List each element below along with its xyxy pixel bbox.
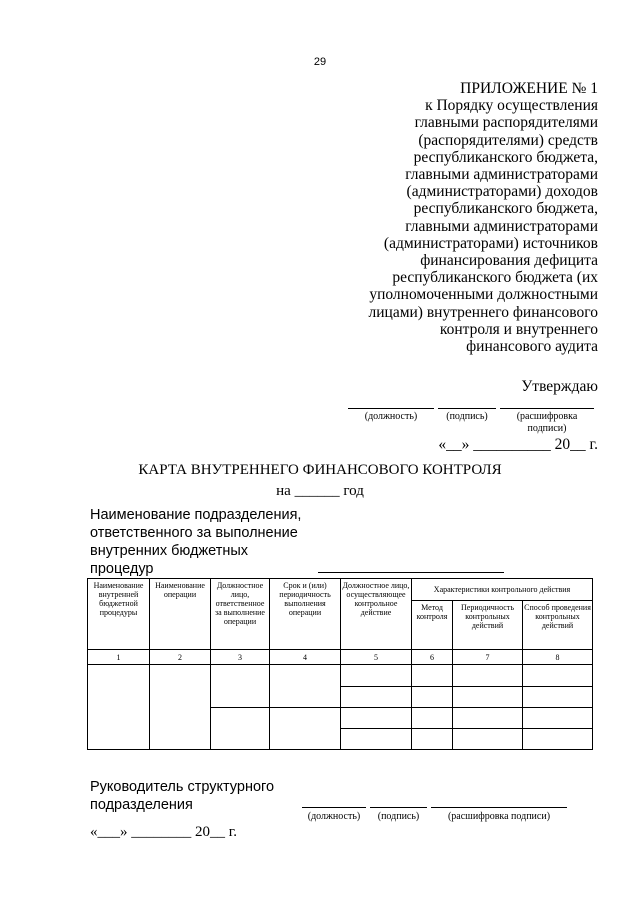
appendix-line: контроля и внутреннего: [439, 320, 598, 338]
table-cell: [211, 708, 270, 750]
col-header-method: Метод контроля: [412, 601, 453, 650]
approval-position-caption: (должность): [364, 411, 418, 422]
col-header-characteristics: Характеристики контрольного действия: [412, 579, 593, 601]
table-cell: [270, 665, 341, 708]
table-cell: [412, 665, 453, 687]
approval-decoding-caption: [500, 411, 594, 435]
manager-signature-line: [370, 806, 427, 808]
manager-date: «___» ________ 20__ г.: [90, 824, 237, 840]
approve-label: Утверждаю: [521, 378, 598, 395]
table-cell: [453, 687, 523, 708]
col-header-periodicity: Периодичность контрольных действий: [453, 601, 523, 650]
appendix-header: [369, 80, 599, 355]
appendix-line: республиканского бюджета (их: [392, 269, 598, 287]
manager-position-line: [302, 806, 366, 808]
col-number: 2: [150, 650, 211, 665]
table-cell: [341, 687, 412, 708]
table-cell: [453, 708, 523, 729]
appendix-line: финансового аудита: [466, 338, 598, 356]
table-cell: [341, 729, 412, 750]
col-number: 8: [523, 650, 593, 665]
appendix-line: республиканского бюджета,: [413, 200, 598, 218]
col-header-controller: Должностное лицо, осуществляющее контрольное действие: [341, 579, 412, 650]
document-year: на ______ год: [276, 483, 364, 499]
manager-label: [90, 778, 274, 814]
table-cell: [523, 708, 593, 729]
appendix-line: республиканского бюджета,: [413, 148, 598, 166]
page-number: 29: [313, 56, 327, 68]
table-cell: [523, 665, 593, 687]
appendix-line: главными распорядителями: [414, 114, 598, 132]
table-cell: [412, 687, 453, 708]
approval-date: «__» __________ 20__ г.: [438, 436, 598, 453]
table-cell: [341, 708, 412, 729]
manager-position-caption: (должность): [307, 811, 361, 822]
table-cell: [412, 729, 453, 750]
manager-signature-caption: (подпись): [377, 811, 420, 822]
appendix-line: лицами) внутреннего финансового: [368, 303, 598, 321]
appendix-line: главными администраторами: [405, 166, 598, 184]
col-header-mode: Способ проведения контрольных действий: [523, 601, 593, 650]
manager-decoding-caption: (расшифровка подписи): [447, 811, 551, 822]
approval-signature-caption: (подпись): [446, 411, 488, 422]
approval-decoding-line1: (расшифровка: [516, 411, 578, 422]
table-cell: [150, 665, 211, 750]
col-header-term: Срок и (или) периодичность выполнения операции: [270, 579, 341, 650]
appendix-line: (администраторами) доходов: [406, 183, 598, 201]
appendix-line: финансирования дефицита: [420, 252, 598, 270]
table-cell: [523, 687, 593, 708]
col-number: 1: [88, 650, 150, 665]
table-cell: [270, 708, 341, 750]
table-cell: [453, 665, 523, 687]
table-cell: [211, 665, 270, 708]
col-header-procedure: Наименование внутренней бюджетной процедуры: [88, 579, 150, 650]
appendix-line: к Порядку осуществления: [425, 97, 598, 115]
table-cell: [341, 665, 412, 687]
col-number: 5: [341, 650, 412, 665]
col-number: 7: [453, 650, 523, 665]
table-cell: [453, 729, 523, 750]
document-title: КАРТА ВНУТРЕННЕГО ФИНАНСОВОГО КОНТРОЛЯ: [138, 462, 502, 478]
appendix-line: (распорядителями) средств: [418, 131, 598, 149]
col-number: 6: [412, 650, 453, 665]
control-table: [87, 578, 593, 750]
appendix-line: (администраторами) источников: [383, 234, 598, 252]
approval-decoding-line2: подписи): [527, 423, 567, 434]
col-number: 3: [211, 650, 270, 665]
approval-signature-line: [438, 407, 496, 409]
col-header-responsible: Должностное лицо, ответственное за выполнение операции: [211, 579, 270, 650]
appendix-line: ПРИЛОЖЕНИЕ № 1: [460, 80, 598, 97]
table-cell: [412, 708, 453, 729]
appendix-line: уполномоченными должностными: [369, 286, 598, 304]
col-header-operation: Наименование операции: [150, 579, 211, 650]
appendix-line: главными администраторами: [405, 217, 598, 235]
table-cell: [523, 729, 593, 750]
unit-label: Наименование подразделения, ответственного за выполнение внутренних бюджетных процедур: [90, 507, 302, 577]
col-number: 4: [270, 650, 341, 665]
manager-label-line2: подразделения: [90, 797, 193, 813]
manager-decoding-line: [431, 806, 567, 808]
approval-decoding-line: [500, 407, 594, 409]
approval-position-line: [348, 407, 434, 409]
unit-name-line: [318, 571, 504, 573]
table-cell: [88, 665, 150, 750]
manager-label-line1: Руководитель структурного: [90, 779, 275, 795]
